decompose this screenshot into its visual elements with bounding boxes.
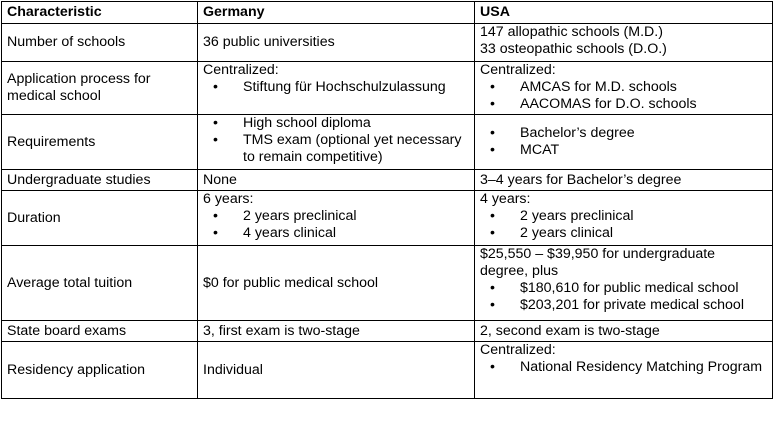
cell-germany [198, 246, 475, 321]
row-label: Application process for medical school [2, 62, 198, 115]
bullet-list [480, 125, 767, 159]
row-label: Requirements [2, 115, 198, 170]
table-row [2, 246, 773, 321]
cell-text: Centralized: [203, 62, 279, 78]
cell-usa [475, 342, 773, 399]
bullet-list [480, 359, 767, 376]
cell-text: $0 for public medical school [203, 274, 379, 291]
bullet-item: • High school diploma [203, 115, 469, 132]
cell-text: 33 osteopathic schools (D.O.) [480, 41, 667, 57]
bullet-item: • AMCAS for M.D. schools [480, 79, 767, 96]
row-label: Average total tuition [2, 246, 198, 321]
row-label: Undergraduate studies [2, 170, 198, 191]
cell-usa [475, 246, 773, 321]
cell-usa [475, 170, 773, 191]
bullet-item: • 4 years clinical [203, 225, 469, 242]
cell-text: 147 allopathic schools (M.D.) [480, 24, 663, 40]
cell-germany [198, 115, 475, 170]
bullet-list [480, 79, 767, 113]
bullet-item: • TMS exam (optional yet necessary to remain competitive) [203, 132, 469, 166]
cell-text: Individual [203, 361, 263, 378]
row-label: Number of schools [2, 24, 198, 62]
table-row [2, 62, 773, 115]
bullet-list [203, 79, 469, 96]
row-label: State board exams [2, 321, 198, 342]
header-characteristic: Characteristic [2, 2, 198, 24]
header-row [2, 2, 773, 24]
cell-text: 3–4 years for Bachelor’s degree [480, 171, 682, 188]
row-label: Residency application [2, 342, 198, 399]
cell-germany [198, 191, 475, 246]
cell-text: Centralized: [480, 62, 556, 78]
bullet-item: • AACOMAS for D.O. schools [480, 96, 767, 113]
cell-usa [475, 191, 773, 246]
bullet-item: • Bachelor’s degree [480, 125, 767, 142]
bullet-item: • Stiftung für Hochschulzulassung [203, 79, 469, 96]
cell-germany [198, 342, 475, 399]
cell-germany [198, 170, 475, 191]
cell-text: 3, first exam is two-stage [203, 322, 360, 339]
cell-text: 6 years: [203, 191, 254, 207]
bullet-item: • 2 years preclinical [480, 208, 767, 225]
bullet-list [480, 280, 767, 314]
header-usa: USA [475, 2, 773, 24]
bullet-item: • MCAT [480, 142, 767, 159]
table-body [2, 24, 773, 399]
cell-usa [475, 62, 773, 115]
cell-usa [475, 321, 773, 342]
table-row [2, 342, 773, 399]
cell-text: 36 public universities [203, 34, 335, 50]
table-row [2, 115, 773, 170]
row-label: Duration [2, 191, 198, 246]
cell-usa [475, 115, 773, 170]
cell-text: 2, second exam is two-stage [480, 322, 660, 339]
cell-text: None [203, 171, 237, 188]
cell-germany [198, 321, 475, 342]
table-row [2, 170, 773, 191]
bullet-item: • National Residency Matching Program [480, 359, 767, 376]
cell-text: Centralized: [480, 342, 556, 358]
header-germany: Germany [198, 2, 475, 24]
bullet-list [480, 208, 767, 242]
bullet-item: • 2 years clinical [480, 225, 767, 242]
table-row [2, 321, 773, 342]
cell-text: 4 years: [480, 191, 531, 207]
bullet-list [203, 208, 469, 242]
cell-germany [198, 24, 475, 62]
cell-usa [475, 24, 773, 62]
bullet-item: • 2 years preclinical [203, 208, 469, 225]
bullet-list [203, 115, 469, 166]
table-row [2, 191, 773, 246]
bullet-item: • $203,201 for private medical school [480, 297, 767, 314]
table-row [2, 24, 773, 62]
cell-germany [198, 62, 475, 115]
bullet-item: • $180,610 for public medical school [480, 280, 767, 297]
comparison-table [1, 1, 773, 399]
cell-text: $25,550 – $39,950 for undergraduate degree, plus [480, 246, 716, 279]
